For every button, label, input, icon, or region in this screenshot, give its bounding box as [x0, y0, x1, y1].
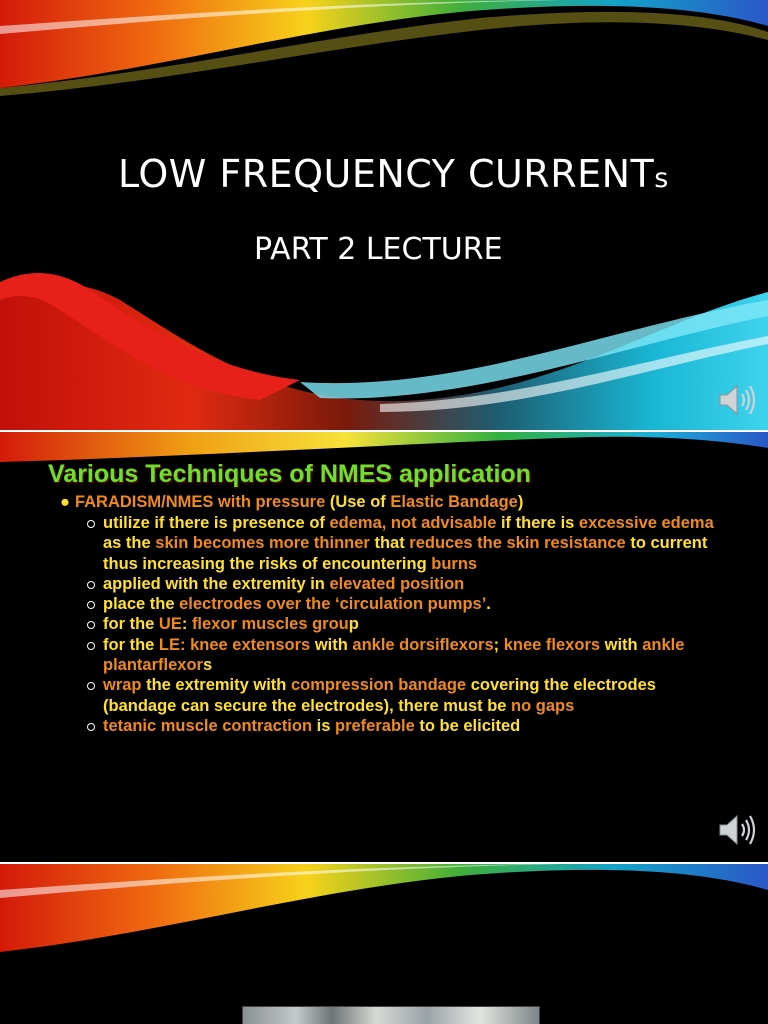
top-swoosh-decoration [0, 0, 768, 430]
list-item: ● FARADISM/NMES with pressure (Use of Elastic Bandage) [60, 493, 524, 511]
next-slide [0, 864, 768, 1024]
content-slide [0, 432, 768, 862]
slide-subtitle: PART 2 LECTURE [254, 232, 503, 267]
list-item: for the UE: flexor muscles group [86, 614, 726, 634]
main-bullet-list [60, 492, 523, 513]
top-swoosh-decoration [0, 864, 768, 954]
sub-bullet-list [86, 513, 726, 736]
list-item: wrap the extremity with compression bandage covering the electrodes (bandage can secure the electrodes), there must be no gaps [86, 675, 726, 716]
list-item: utilize if there is presence of edema, not advisable if there is excessive edema as the skin becomes more thinner that reduces the skin resistance to current thus increasing the risks of encountering burns [86, 513, 726, 574]
list-item: tetanic muscle contraction is preferable to be elicited [86, 716, 726, 736]
slide-heading: Various Techniques of NMES application [48, 460, 531, 488]
bullet-icon: ● [60, 493, 70, 511]
title-slide [0, 0, 768, 430]
slide-title: LOW FREQUENCY CURRENTs [118, 152, 669, 196]
speaker-icon[interactable] [716, 810, 758, 850]
slide-photo [242, 1006, 540, 1024]
list-item: for the LE: knee extensors with ankle dorsiflexors; knee flexors with ankle plantarflexors [86, 635, 726, 676]
list-item: applied with the extremity in elevated position [86, 574, 726, 594]
speaker-icon[interactable] [716, 380, 758, 420]
list-item: place the electrodes over the ‘circulation pumps’. [86, 594, 726, 614]
